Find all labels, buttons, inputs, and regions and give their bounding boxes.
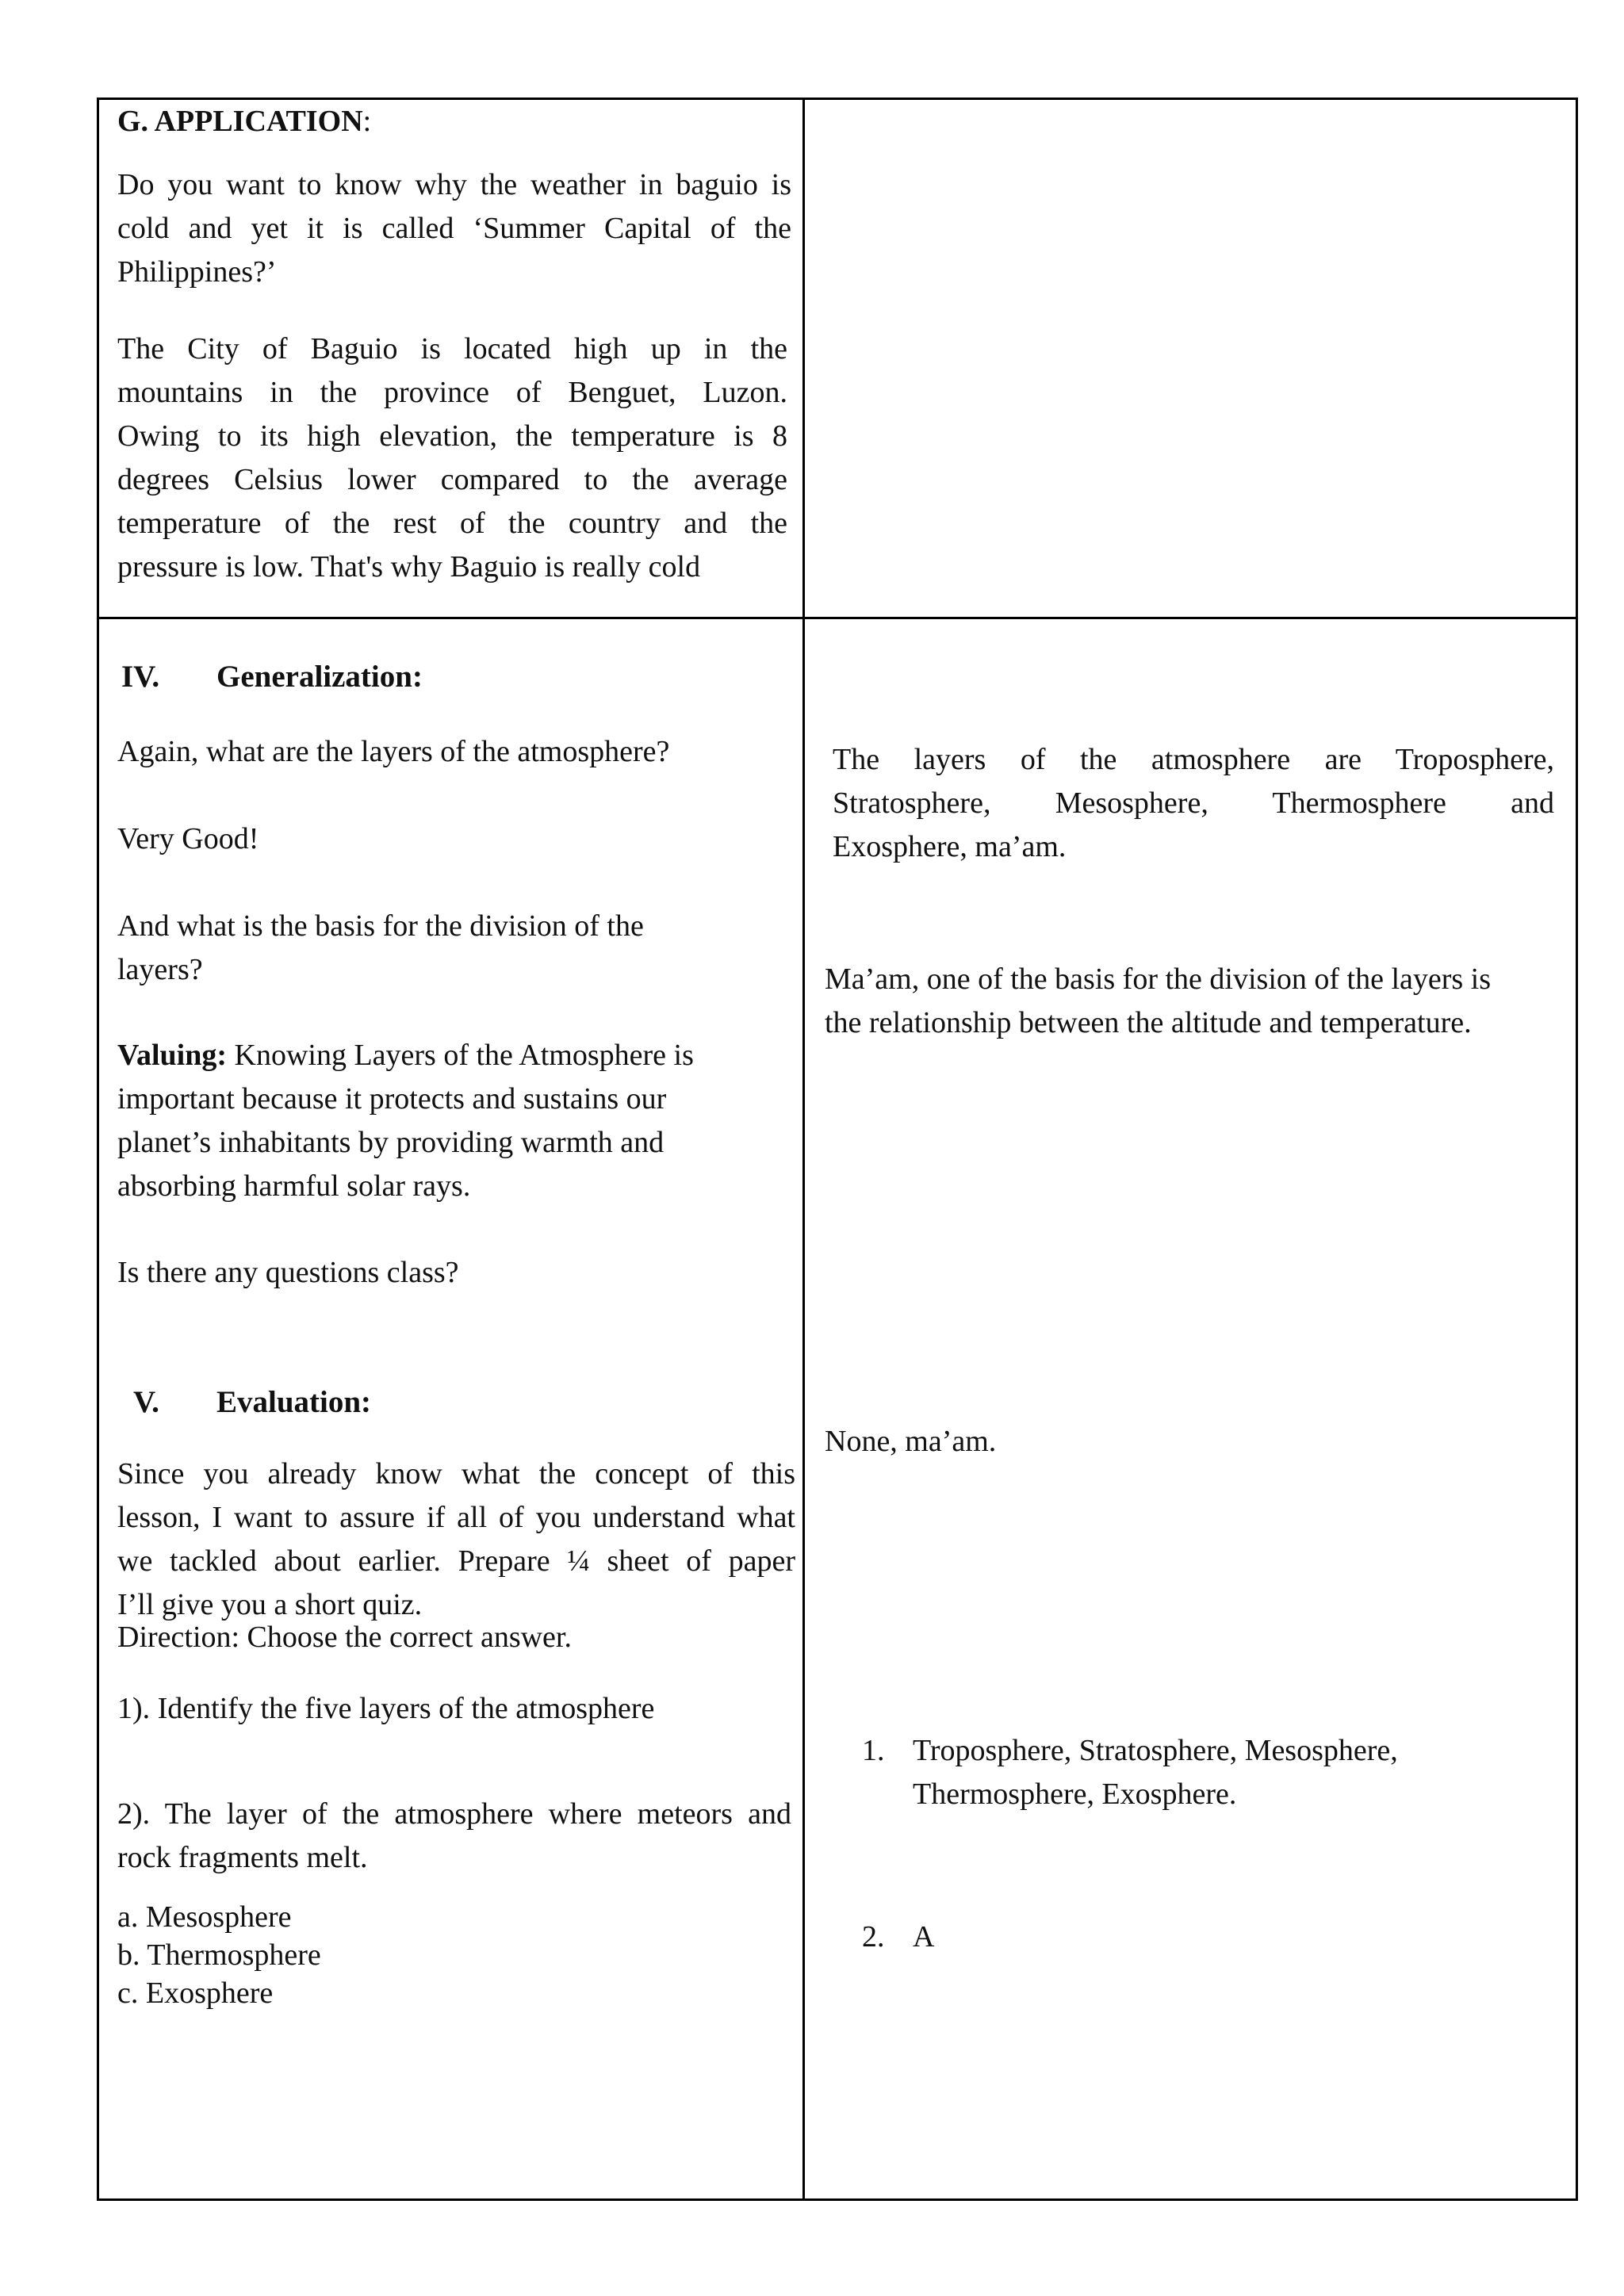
lesson-plan-table bbox=[97, 98, 1578, 2201]
application-heading: G. APPLICATION: bbox=[117, 105, 372, 138]
choice-c: c. Exosphere bbox=[117, 1976, 274, 2010]
basis-question: And what is the basis for the division of the layers? bbox=[117, 909, 644, 986]
none-answer: None, ma’am. bbox=[825, 1425, 997, 1458]
very-good-text: Very Good! bbox=[117, 822, 259, 855]
evaluation-paragraph: Since you already know what the concept of this lesson, I want to assure if all of you understand what we tackled about earlier. Prepare ¼ sheet of paper I’ll give you a short quiz. bbox=[117, 1457, 795, 1621]
layers-answer: The layers of the atmosphere are Troposphere, Stratosphere, Mesosphere, Thermosphere and Exosphere, ma’am. bbox=[833, 743, 1554, 863]
quiz-answer-2: 2. A bbox=[862, 1920, 935, 1954]
quiz-question-2: 2). The layer of the atmosphere where meteors and rock fragments melt. bbox=[117, 1797, 791, 1874]
basis-answer: Ma’am, one of the basis for the division of the layers is the relationship between the altitude and temperature. bbox=[825, 962, 1492, 1039]
choice-a: a. Mesosphere bbox=[117, 1900, 292, 1934]
quiz-question-1: 1). Identify the five layers of the atmosphere bbox=[117, 1692, 655, 1725]
quiz-answer-1: 1. Troposphere, Stratosphere, Mesosphere, Thermosphere, Exosphere. bbox=[862, 1734, 1398, 1811]
generalization-heading: IV. Generalization: bbox=[121, 660, 423, 694]
valuing-paragraph: Valuing: Knowing Layers of the Atmosphere is important because it protects and sustains our planet’s inhabitants by providing warmth and absorbing harmful solar rays. bbox=[117, 1039, 694, 1203]
direction-text: Direction: Choose the correct answer. bbox=[117, 1621, 572, 1654]
choice-b: b. Thermosphere bbox=[117, 1938, 321, 1972]
layers-question: Again, what are the layers of the atmosphere? bbox=[117, 735, 670, 768]
any-questions-text: Is there any questions class? bbox=[117, 1256, 459, 1289]
application-question: Do you want to know why the weather in baguio is cold and yet it is called ‘Summer Capital of the Philippines?’ bbox=[117, 168, 791, 289]
column-divider bbox=[802, 100, 805, 2198]
quiz-choices bbox=[117, 1898, 791, 2012]
baguio-paragraph: The City of Baguio is located high up in the mountains in the province of Benguet, Luzon. Owing to its high elevation, the temperature is 8 degrees Celsius lower compared to the average temperature of the rest of the country and the pressure is low. That's why Baguio is really cold bbox=[117, 332, 787, 584]
row-divider bbox=[99, 617, 1576, 619]
evaluation-heading: V. Evaluation: bbox=[133, 1385, 372, 1419]
